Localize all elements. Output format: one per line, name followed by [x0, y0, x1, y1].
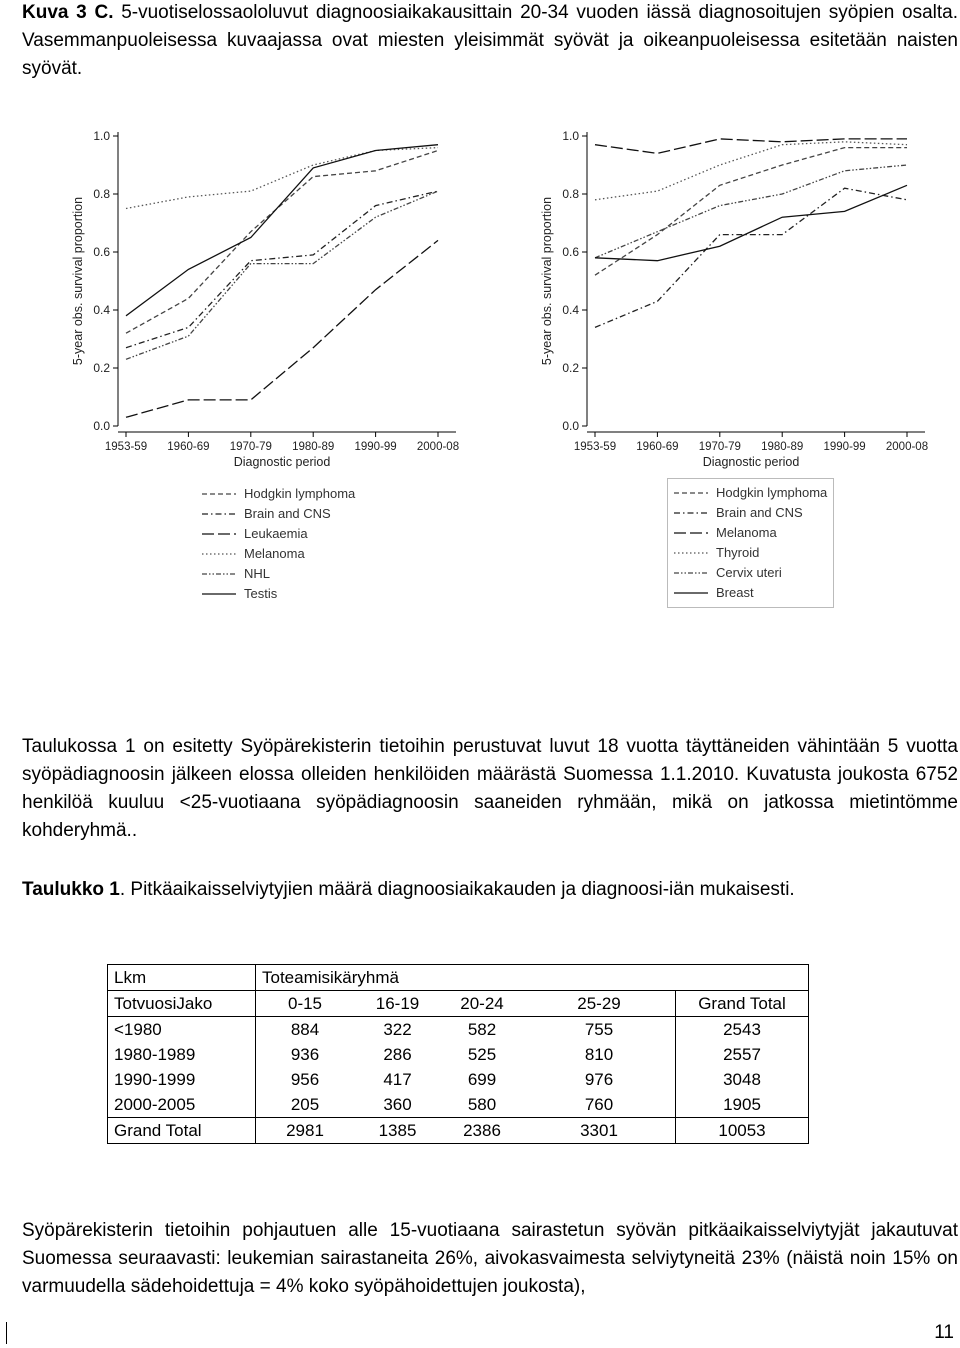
table-corner: Lkm [108, 965, 256, 991]
table-title [22, 876, 958, 904]
caption-text: 5-vuotiselossaololuvut diagnoosiaikakausittain 20-34 vuoden iässä diagnosoitujen syöpien osalta. Vasemmanpuoleisessa kuvaajassa ovat miesten yleisimmät syövät ja oikeanpuoleisessa esitetään naisten syövät. [22, 2, 958, 79]
caption-label: Kuva 3 C. [22, 2, 114, 23]
table-row-header: TotvuosiJako [108, 991, 256, 1017]
legend-swatch [202, 509, 236, 519]
chart-men [56, 108, 468, 480]
y-tick-label: 0.6 [562, 245, 579, 259]
legend-label: Testis [244, 586, 278, 601]
chart-women-svg [525, 108, 937, 480]
x-tick-label: 1980-89 [292, 441, 335, 453]
table-cell: 810 [584, 1045, 614, 1064]
legend-item [202, 504, 355, 524]
intro-paragraph: Taulukossa 1 on esitetty Syöpärekisterin tietoihin perustuvat luvut 18 vuotta täyttäneiden vähintään 5 vuotta syöpädiagnoosin jälkeen elossa olleiden henkilöiden määrästä Suomessa 1.1.2010. Kuvatusta joukosta 6752 henkilöä kuuluu <25-vuotiaana syöpädiagnoosin saaneiden ryhmään, mikä on jatkossa mietintömme kohderyhmä.. [22, 736, 958, 841]
table-header-row-2 [108, 991, 809, 1017]
legend-swatch [202, 569, 236, 579]
y-tick-label: 0.6 [93, 245, 110, 259]
legend-label: Breast [716, 585, 754, 600]
figure-caption [22, 0, 958, 83]
table-title-text: . Pitkäaikaisselviytyjien määrä diagnoosiaikakauden ja diagnoosi-iän mukaisesti. [119, 879, 795, 900]
row-label: 1980-1989 [108, 1042, 256, 1067]
table-cell: 3048 [676, 1067, 809, 1092]
legend-label: Hodgkin lymphoma [244, 486, 356, 501]
y-tick-label: 0.0 [93, 419, 110, 433]
row-label: <1980 [108, 1017, 256, 1043]
table-total-row [108, 1118, 809, 1144]
table-cell: 417 [383, 1070, 412, 1089]
x-tick-label: 1960-69 [167, 441, 210, 453]
table-cell: 582 [467, 1020, 497, 1039]
legend-swatch [202, 529, 236, 539]
table-row [108, 1092, 809, 1118]
table-row [108, 1067, 809, 1092]
legend-swatch [202, 489, 236, 499]
x-tick-label: 1990-99 [823, 441, 866, 453]
total-cell: 1385 [354, 1118, 441, 1144]
x-tick-label: 1990-99 [354, 441, 397, 453]
y-tick-label: 0.8 [562, 187, 579, 201]
page-number: 11 [934, 1322, 954, 1343]
table-cell: 205 [256, 1092, 355, 1118]
col-header: 16-19 [354, 991, 441, 1017]
legend-swatch [674, 528, 708, 538]
legend-label: NHL [244, 566, 271, 581]
table-row [108, 1042, 809, 1067]
table-cell: 286 [383, 1045, 412, 1064]
legend-label: Melanoma [244, 546, 305, 561]
total-label: Grand Total [108, 1118, 256, 1144]
legend-item [674, 543, 827, 563]
legend-item [202, 544, 355, 564]
legend-label: Brain and CNS [716, 505, 803, 520]
table-header-row-1 [108, 965, 809, 991]
table-cell: 2557 [676, 1042, 809, 1067]
legend-item [202, 584, 355, 604]
row-label: 2000-2005 [108, 1092, 256, 1118]
table-cell: 1905 [676, 1092, 809, 1118]
table-cell: 580 [467, 1095, 497, 1114]
table-cell: 976 [584, 1070, 614, 1089]
x-tick-label: 1970-79 [698, 441, 741, 453]
table-cell: 936 [256, 1042, 355, 1067]
legend-swatch [674, 488, 708, 498]
x-tick-label: 1980-89 [761, 441, 804, 453]
legend-item [202, 524, 355, 544]
total-cell: 3301 [523, 1118, 676, 1144]
x-tick-label: 1970-79 [229, 441, 272, 453]
y-tick-label: 0.4 [562, 303, 579, 317]
y-tick-label: 0.8 [93, 187, 110, 201]
legend-item [202, 484, 355, 504]
x-tick-label: 2000-08 [885, 441, 929, 453]
table-cell: 699 [467, 1070, 497, 1089]
legend-women [667, 478, 834, 608]
legend-item [674, 523, 827, 543]
col-header: Grand Total [676, 991, 809, 1017]
col-header: 25-29 [523, 991, 676, 1017]
x-tick-label: 1953-59 [573, 441, 617, 453]
legend-swatch [674, 588, 708, 598]
table-cell: 2543 [676, 1017, 809, 1043]
table-cell: 525 [467, 1045, 497, 1064]
total-cell: 2981 [256, 1118, 355, 1144]
table-cell: 322 [383, 1020, 412, 1039]
chart-men-svg [56, 108, 468, 480]
legend-men [196, 482, 361, 606]
legend-label: Brain and CNS [244, 506, 331, 521]
col-header: 0-15 [256, 991, 355, 1017]
y-tick-label: 1.0 [93, 129, 110, 143]
legend-swatch [674, 508, 708, 518]
row-label: 1990-1999 [108, 1067, 256, 1092]
legend-item [674, 583, 827, 603]
legend-label: Leukaemia [244, 526, 308, 541]
y-tick-label: 0.4 [93, 303, 110, 317]
y-axis-label: 5-year obs. survival proportion [540, 196, 554, 366]
x-tick-label: 1953-59 [104, 441, 148, 453]
table-group-header: Toteamisikäryhmä [256, 965, 809, 991]
col-header: 20-24 [441, 991, 523, 1017]
table-row [108, 1017, 809, 1043]
table-title-label: Taulukko 1 [22, 879, 120, 900]
table-cell: 884 [256, 1017, 355, 1043]
legend-label: Cervix uteri [716, 565, 782, 580]
y-axis-label: 5-year obs. survival proportion [71, 196, 85, 366]
survivors-table [107, 964, 809, 1144]
legend-item [202, 564, 355, 584]
table-cell: 755 [584, 1020, 614, 1039]
legend-swatch [202, 589, 236, 599]
legend-label: Melanoma [716, 525, 777, 540]
legend-swatch [674, 568, 708, 578]
legend-item [674, 483, 827, 503]
y-tick-label: 0.0 [562, 419, 579, 433]
total-cell: 10053 [676, 1118, 809, 1144]
margin-bar [6, 1322, 7, 1344]
legend-label: Thyroid [716, 545, 760, 560]
legend-swatch [674, 548, 708, 558]
y-tick-label: 0.2 [93, 361, 110, 375]
legend-item [674, 563, 827, 583]
chart-women [525, 108, 937, 480]
total-cell: 2386 [441, 1118, 523, 1144]
table-cell: 760 [584, 1095, 614, 1114]
bottom-paragraph: Syöpärekisterin tietoihin pohjautuen alle 15-vuotiaana sairastetun syövän pitkäaikaisselviytyjät jakautuvat Suomessa seuraavasti: leukemian sairastaneita 26%, aivokasvaimesta selviytyneitä 23% (näistä noin 15% on varmuudella sädehoidettuja = 4% koko syöpähoidettujen joukosta), [22, 1220, 958, 1297]
x-axis-label: Diagnostic period [702, 455, 800, 469]
legend-swatch [202, 549, 236, 559]
table-cell: 956 [256, 1067, 355, 1092]
table-cell: 360 [383, 1095, 412, 1114]
x-tick-label: 1960-69 [636, 441, 679, 453]
legend-label: Hodgkin lymphoma [716, 485, 828, 500]
y-tick-label: 1.0 [562, 129, 579, 143]
legend-item [674, 503, 827, 523]
y-tick-label: 0.2 [562, 361, 579, 375]
x-axis-label: Diagnostic period [233, 455, 331, 469]
x-tick-label: 2000-08 [416, 441, 460, 453]
